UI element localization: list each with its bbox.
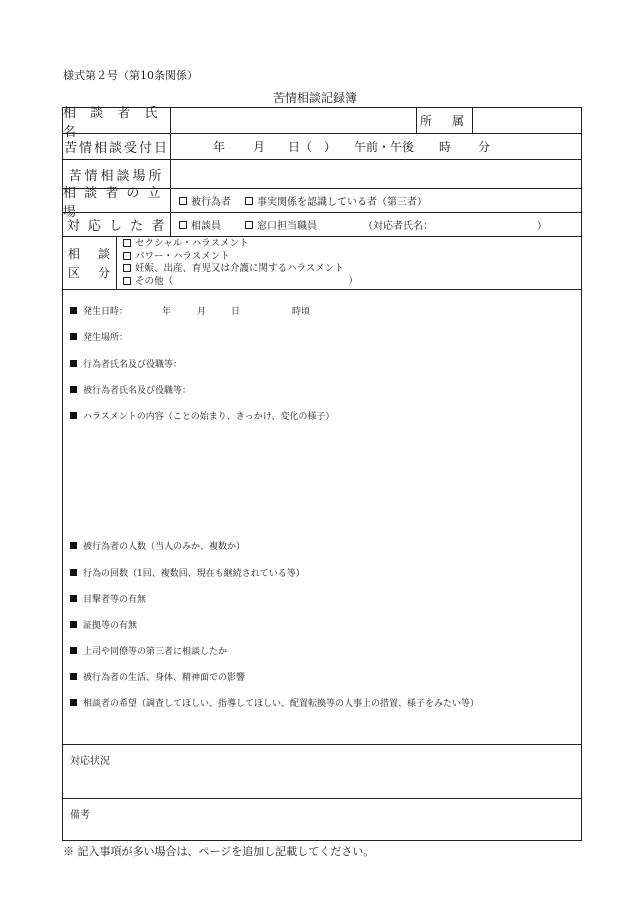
details-section[interactable]	[63, 290, 581, 745]
received-label: 苦情相談受付日	[63, 134, 171, 159]
detail-item: 発生場所：	[70, 330, 128, 343]
detail-item: 上司や同僚等の第三者に相談したか	[70, 644, 227, 657]
checkbox-icon	[245, 197, 253, 205]
place-field[interactable]	[171, 160, 581, 188]
checkbox-icon	[123, 277, 131, 285]
category-label: 相 談 区 分	[63, 237, 117, 289]
checkbox-icon	[245, 221, 253, 229]
detail-item: 証拠等の有無	[70, 618, 137, 631]
detail-item: 行為者氏名及び役職等：	[70, 357, 182, 370]
category-option-power[interactable]: パワー・ハラスメント	[123, 251, 358, 264]
bullet-square-icon	[70, 542, 77, 549]
received-hour: 時	[439, 140, 452, 154]
handler-name-close: ）	[537, 221, 547, 232]
bullet-square-icon	[70, 569, 77, 576]
category-options	[123, 238, 358, 288]
handler-label: 対 応 し た 者	[63, 213, 171, 236]
remarks-label: 備考	[70, 810, 90, 821]
category-option-other[interactable]: その他（ ）	[123, 276, 358, 289]
position-option-witness[interactable]: 事実関係を認識している者（第三者）	[245, 189, 427, 212]
response-section[interactable]	[63, 745, 581, 799]
bullet-square-icon	[70, 386, 77, 393]
handler-option-counselor[interactable]: 相談員	[179, 213, 221, 236]
detail-item: 目撃者等の有無	[70, 592, 146, 605]
name-field[interactable]	[171, 108, 416, 133]
name-label: 相 談 者 氏 名	[63, 108, 171, 133]
detail-item: 行為の回数（1回、複数回、現在も継続されている等）	[70, 566, 305, 579]
checkbox-icon	[123, 264, 131, 272]
received-minute: 分	[478, 140, 491, 154]
bullet-square-icon	[70, 621, 77, 628]
checkbox-icon	[179, 221, 187, 229]
occurrence-item: 発生日時： 年 月 日 時頃	[70, 304, 128, 317]
detail-item: 相談者の希望（調査してほしい、指導してほしい、配置転換等の人事上の措置、様子をみたい等）	[70, 696, 479, 709]
received-ampm: 午前・午後	[354, 140, 415, 154]
position-label: 相 談 者 の 立 場	[63, 189, 171, 212]
checkbox-icon	[179, 197, 187, 205]
page-title: 苦情相談記録簿	[272, 91, 357, 105]
footnote: ※ 記入事項が多い場合は、ページを追加し記載してください。	[63, 845, 375, 858]
detail-item: 被行為者の人数（当人のみか、複数か）	[70, 539, 245, 552]
category-row	[63, 237, 581, 290]
name-row	[63, 105, 581, 140]
category-option-sexual[interactable]: セクシャル・ハラスメント	[123, 238, 358, 251]
bullet-square-icon	[70, 360, 77, 367]
bullet-square-icon	[70, 595, 77, 602]
handler-row	[63, 213, 581, 237]
checkbox-icon	[123, 252, 131, 260]
handler-name-label: （対応者氏名：	[363, 221, 433, 232]
received-month: 月	[253, 140, 266, 154]
place-label: 苦情相談場所	[63, 160, 171, 188]
position-row	[63, 185, 581, 220]
bullet-square-icon	[70, 647, 77, 654]
affiliation-label: 所 属	[419, 114, 468, 128]
position-option-victim[interactable]: 被行為者	[179, 189, 231, 212]
received-year: 年	[213, 140, 226, 154]
received-date-field[interactable]	[171, 134, 581, 159]
bullet-square-icon	[70, 307, 77, 314]
bullet-square-icon	[70, 333, 77, 340]
category-option-maternity[interactable]: 妊娠、出産、育児又は介護に関するハラスメント	[123, 263, 358, 276]
checkbox-icon	[123, 239, 131, 247]
handler-option-staff[interactable]: 窓口担当職員	[245, 213, 317, 236]
form-number: 様式第２号（第10条関係）	[63, 69, 198, 82]
record-form	[62, 107, 582, 841]
received-row	[63, 134, 581, 160]
response-label: 対応状況	[70, 756, 110, 767]
detail-item: 被行為者氏名及び役職等：	[70, 383, 191, 396]
bullet-square-icon	[70, 412, 77, 419]
detail-item: ハラスメントの内容（ことの始まり、きっかけ、変化の様子）	[70, 409, 334, 422]
bullet-square-icon	[70, 673, 77, 680]
affiliation-field[interactable]	[472, 108, 581, 133]
bullet-square-icon	[70, 699, 77, 706]
received-day: 日（ ）	[288, 140, 337, 154]
remarks-section[interactable]	[63, 799, 581, 842]
detail-item: 被行為者の生活、身体、精神面での影響	[70, 670, 245, 683]
